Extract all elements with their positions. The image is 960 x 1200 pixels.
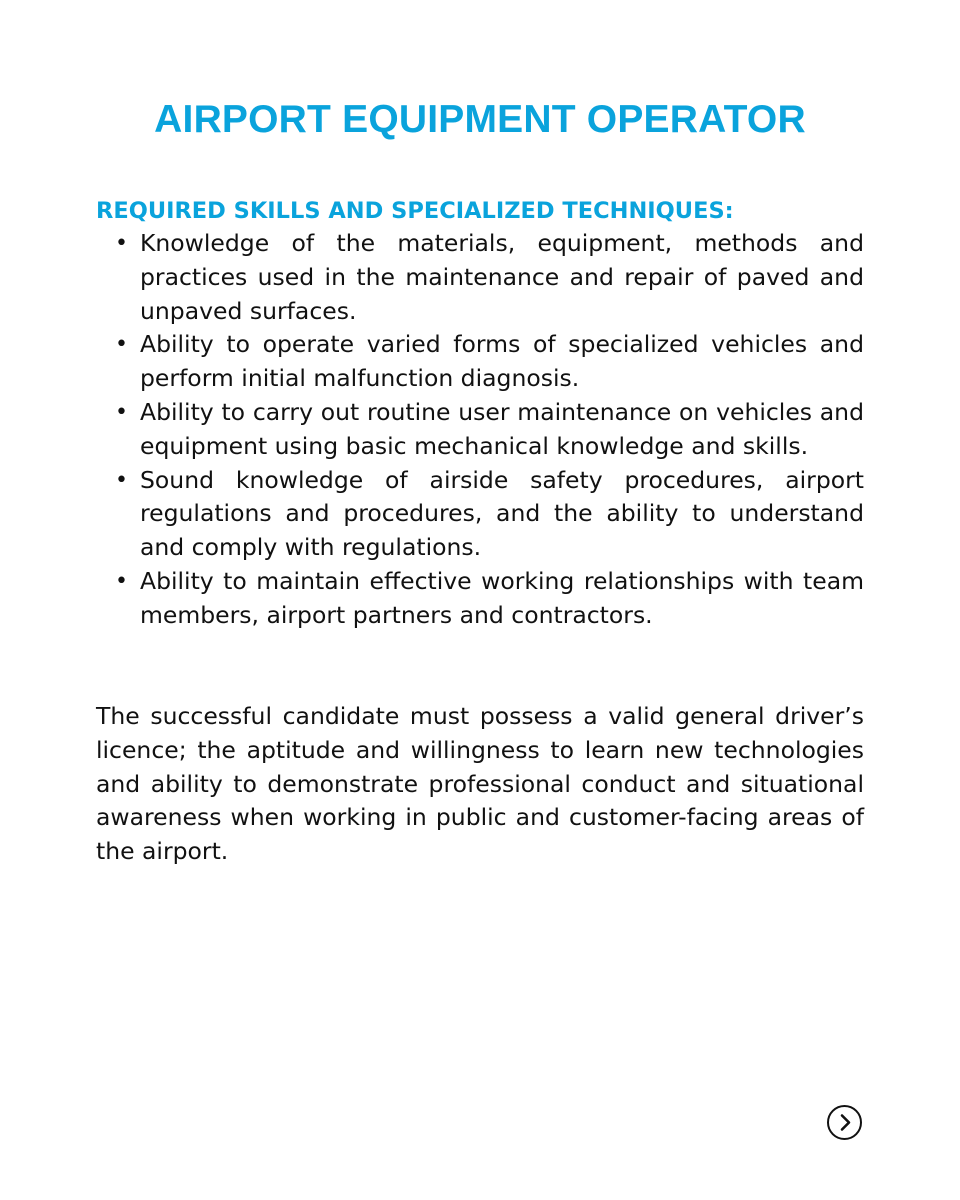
list-item-text: Knowledge of the materials, equipment, methods and practices used in the maintenance and repair of paved and unpaved surfaces.	[140, 229, 864, 325]
bullet-icon: •	[115, 568, 128, 594]
list-item	[115, 464, 864, 565]
list-item-text: Ability to operate varied forms of specialized vehicles and perform initial malfunction diagnosis.	[140, 330, 864, 393]
list-item-text: Sound knowledge of airside safety procedures, airport regulations and procedures, and the ability to understand and comply with regulations.	[140, 465, 864, 562]
page-title: AIRPORT EQUIPMENT OPERATOR	[154, 98, 806, 141]
list-item	[115, 227, 864, 328]
chevron-right-circle-icon	[829, 1107, 860, 1138]
bullet-icon: •	[115, 332, 128, 358]
list-item	[115, 328, 864, 396]
skills-list	[115, 227, 864, 633]
list-item	[115, 565, 864, 633]
closing-paragraph: The successful candidate must possess a valid general driver’s licence; the aptitude and willingness to learn new technologies and ability to demonstrate professional conduct and situational awareness when working in public and customer-facing areas of the airport.	[96, 702, 864, 866]
list-item-text: Ability to carry out routine user maintenance on vehicles and equipment using basic mechanical knowledge and skills.	[140, 397, 864, 460]
bullet-icon: •	[115, 399, 128, 425]
bullet-icon: •	[115, 231, 128, 256]
skills-heading: REQUIRED SKILLS AND SPECIALIZED TECHNIQUES:	[96, 198, 734, 224]
next-page-button[interactable]	[827, 1105, 862, 1140]
list-item	[115, 396, 864, 464]
list-item-text: Ability to maintain effective working relationships with team members, airport partners and contractors.	[140, 566, 864, 629]
bullet-icon: •	[115, 467, 128, 493]
